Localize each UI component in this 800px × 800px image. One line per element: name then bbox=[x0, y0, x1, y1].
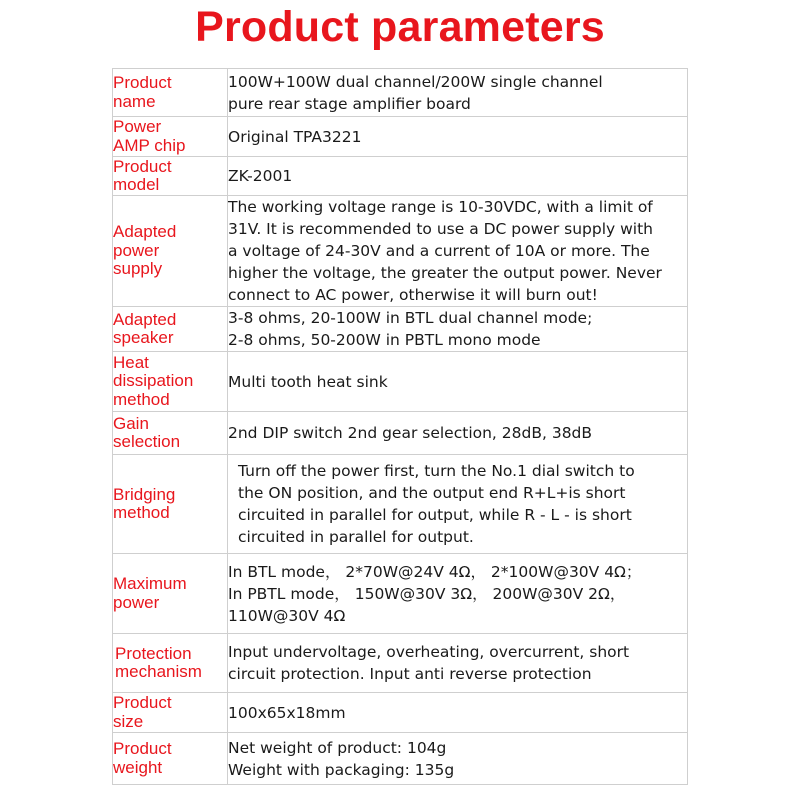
value-product-weight: Net weight of product: 104g Weight with packaging: 135g bbox=[228, 733, 688, 785]
label-heat-dissipation: Heat dissipation method bbox=[113, 352, 228, 412]
table-row-product-model bbox=[113, 157, 688, 196]
value-product-model: ZK-2001 bbox=[228, 157, 688, 196]
table-row-protection-mechanism bbox=[113, 634, 688, 693]
value-product-name: 100W+100W dual channel/200W single channel pure rear stage amplifier board bbox=[228, 69, 688, 117]
label-protection-mechanism: Protection mechanism bbox=[113, 634, 228, 693]
page-title: Product parameters bbox=[195, 3, 605, 51]
parameters-table bbox=[112, 68, 688, 785]
value-power-amp-chip: Original TPA3221 bbox=[228, 117, 688, 157]
table-row-maximum-power bbox=[113, 554, 688, 634]
value-gain-selection: 2nd DIP switch 2nd gear selection, 28dB, 38dB bbox=[228, 412, 688, 455]
table-row-product-size bbox=[113, 693, 688, 733]
table-row-heat-dissipation bbox=[113, 352, 688, 412]
value-adapted-power-supply: The working voltage range is 10-30VDC, with a limit of 31V. It is recommended to use a DC power supply with a voltage of 24-30V and a current of 10A or more. The higher the voltage, the greater the output power. Never connect to AC power, otherwise it will burn out! bbox=[228, 196, 688, 307]
label-gain-selection: Gain selection bbox=[113, 412, 228, 455]
table-row-adapted-speaker bbox=[113, 307, 688, 352]
table-row-gain-selection bbox=[113, 412, 688, 455]
value-maximum-power: In BTL mode， 2*70W@24V 4Ω， 2*100W@30V 4Ω； In PBTL mode， 150W@30V 3Ω， 200W@30V 2Ω， 110W@30V 4Ω bbox=[228, 554, 688, 634]
value-heat-dissipation: Multi tooth heat sink bbox=[228, 352, 688, 412]
label-bridging-method: Bridging method bbox=[113, 455, 228, 554]
table-row-power-amp-chip bbox=[113, 117, 688, 157]
table-row-bridging-method bbox=[113, 455, 688, 554]
table-row-adapted-power-supply bbox=[113, 196, 688, 307]
label-product-model: Product model bbox=[113, 157, 228, 196]
label-adapted-power-supply: Adapted power supply bbox=[113, 196, 228, 307]
label-product-name: Product name bbox=[113, 69, 228, 117]
value-product-size: 100x65x18mm bbox=[228, 693, 688, 733]
label-product-size: Product size bbox=[113, 693, 228, 733]
table-row-product-weight bbox=[113, 733, 688, 785]
label-adapted-speaker: Adapted speaker bbox=[113, 307, 228, 352]
label-power-amp-chip: Power AMP chip bbox=[113, 117, 228, 157]
label-product-weight: Product weight bbox=[113, 733, 228, 785]
table-row-product-name bbox=[113, 69, 688, 117]
value-adapted-speaker: 3-8 ohms, 20-100W in BTL dual channel mode; 2-8 ohms, 50-200W in PBTL mono mode bbox=[228, 307, 688, 352]
label-maximum-power: Maximum power bbox=[113, 554, 228, 634]
value-bridging-method: Turn off the power first, turn the No.1 dial switch to the ON position, and the output end R+L+is short circuited in parallel for output, while R - L - is short circuited in parallel for output. bbox=[228, 455, 688, 554]
value-protection-mechanism: Input undervoltage, overheating, overcurrent, short circuit protection. Input anti reverse protection bbox=[228, 634, 688, 693]
